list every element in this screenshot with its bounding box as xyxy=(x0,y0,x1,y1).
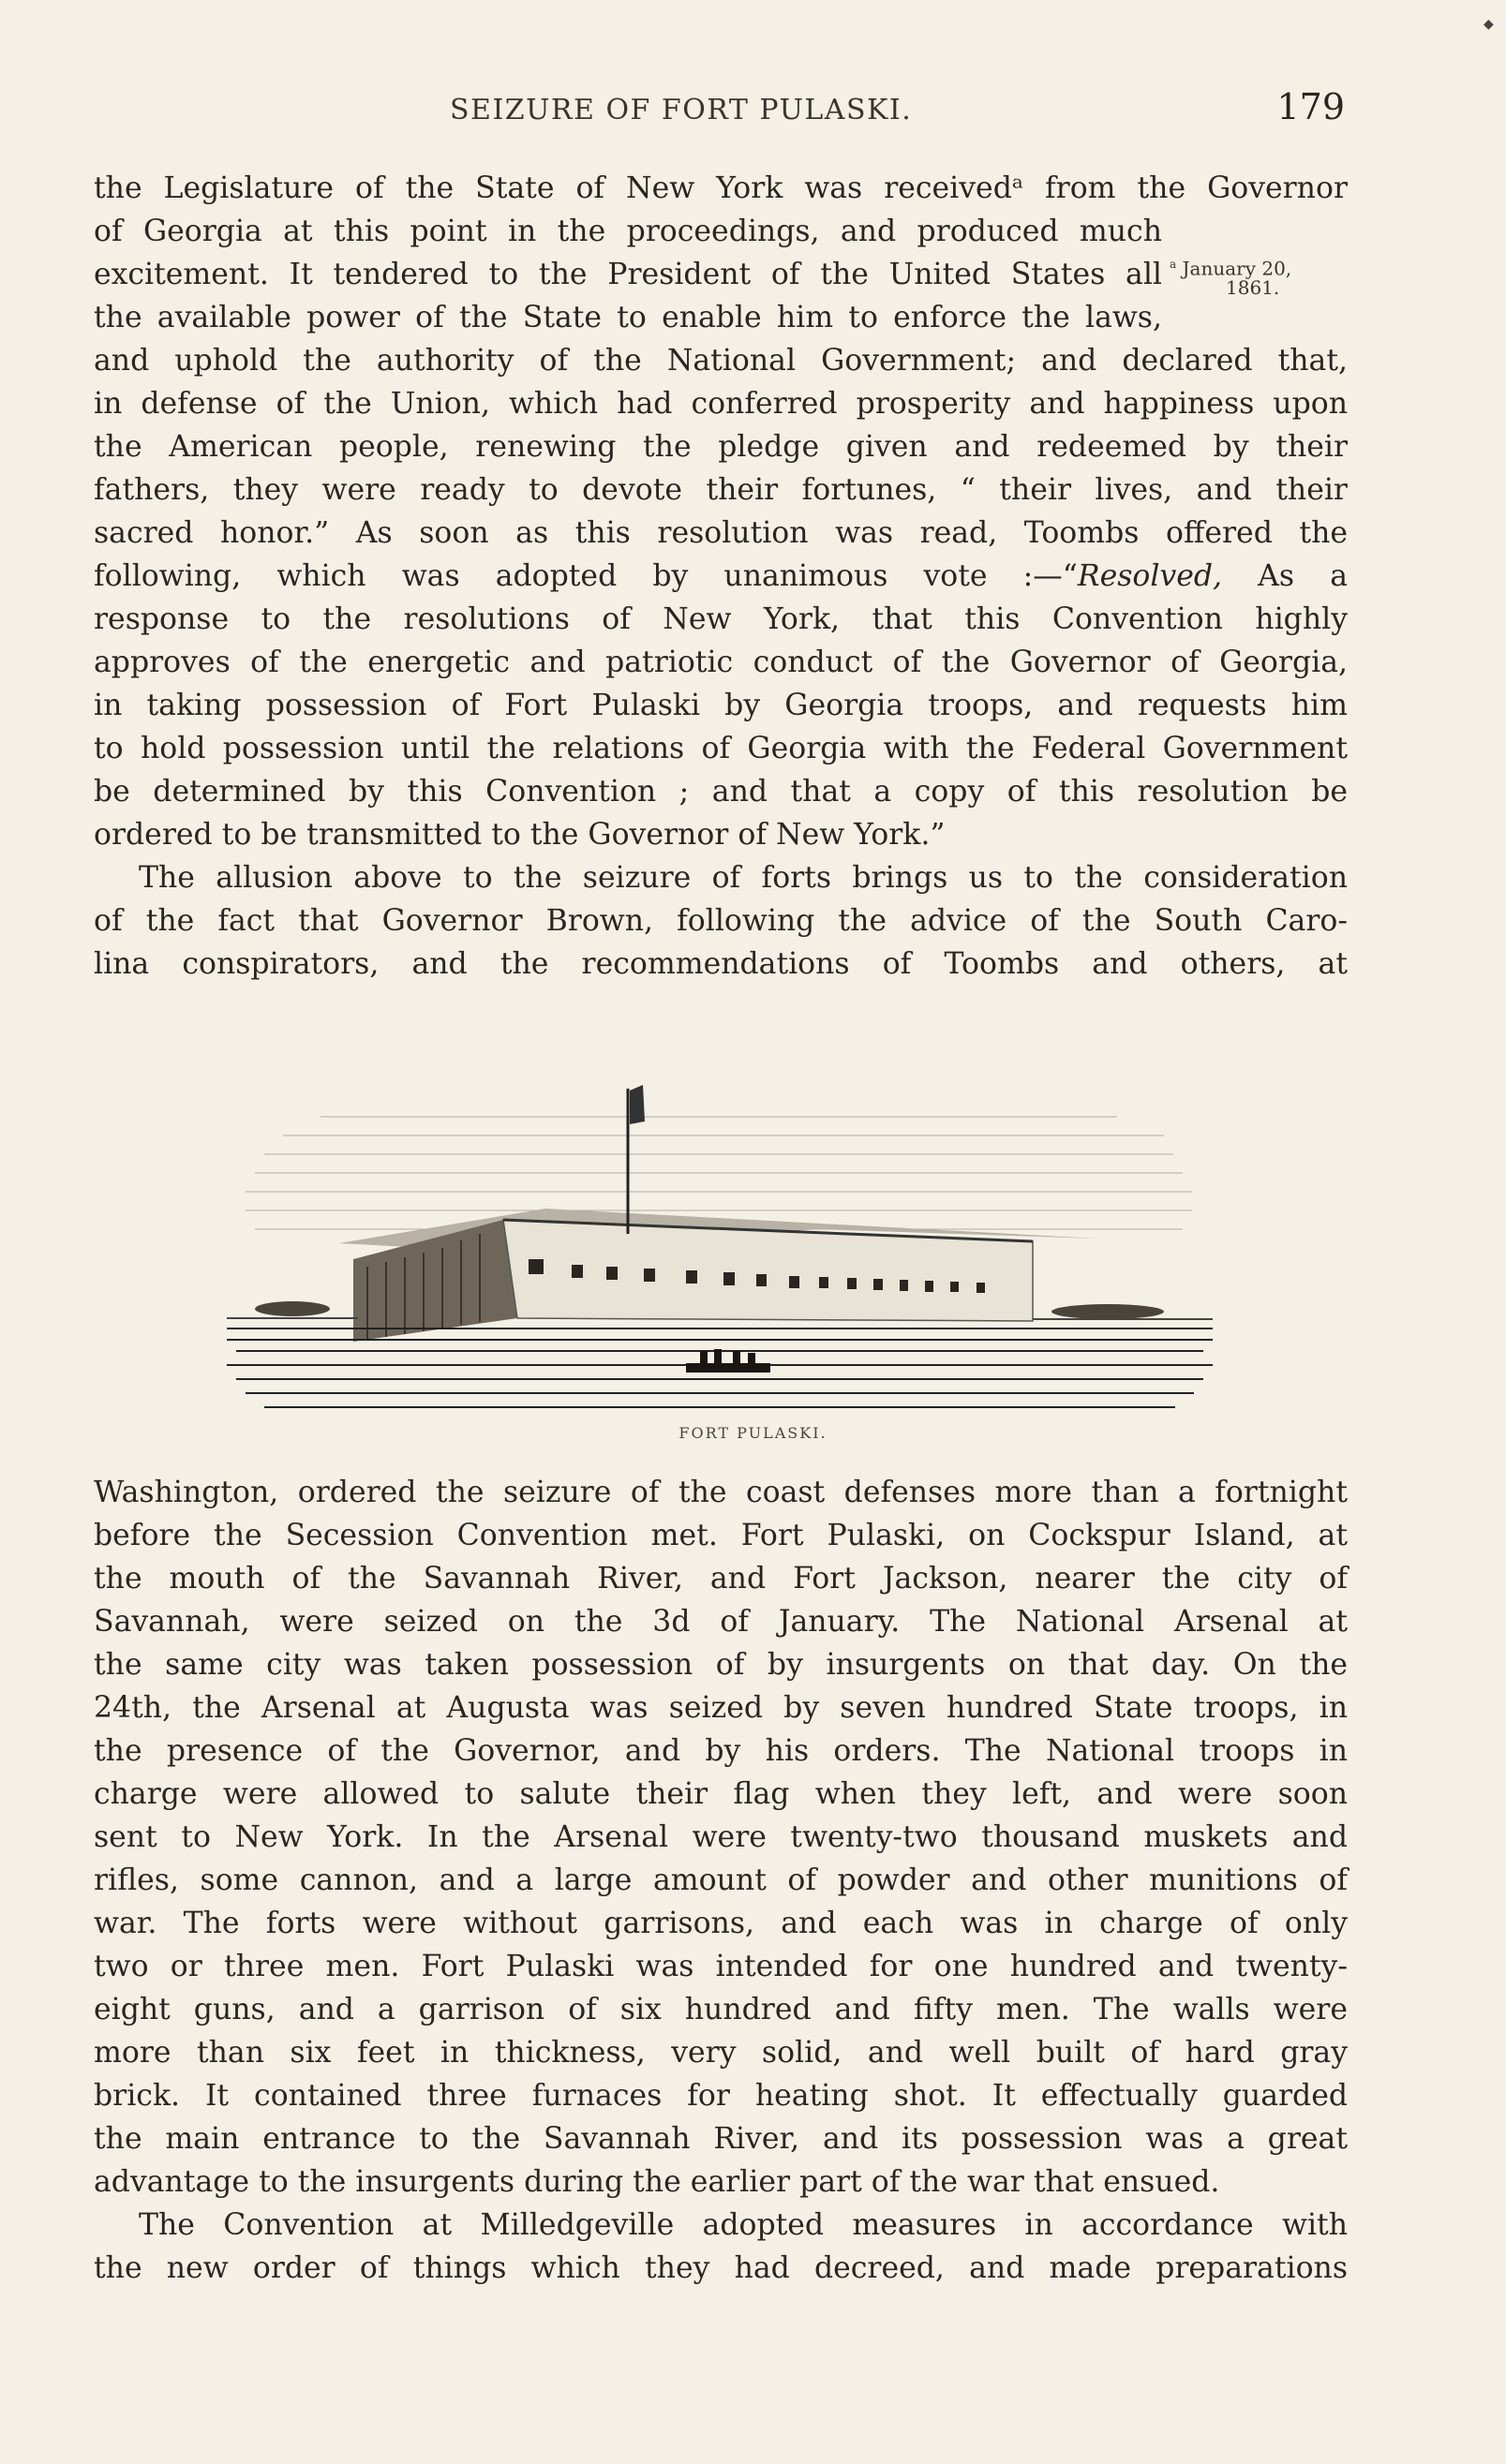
text-line: charge were allowed to salute their flag when they left, and were soon xyxy=(94,1777,1348,1811)
text-line: the presence of the Governor, and by his orders. The National troops in xyxy=(94,1734,1348,1768)
text-line: the main entrance to the Savannah River, and its possession was a great xyxy=(94,2122,1348,2156)
text-line xyxy=(94,555,1348,598)
text-line: be determined by this Convention ; and that a copy of this resolution be xyxy=(94,775,1348,809)
corner-mark: ◆ xyxy=(1484,17,1494,32)
text-line: fathers, they were ready to devote their fortunes, “ their lives, and their xyxy=(94,473,1348,507)
text-line: war. The forts were without garrisons, and each was in charge of only xyxy=(94,1907,1348,1940)
text-line: The allusion above to the seizure of forts brings us to the consideration xyxy=(139,861,1348,895)
margin-note-marker: a xyxy=(1170,258,1177,271)
page-number: 179 xyxy=(1276,86,1345,127)
text-span: As a xyxy=(1222,559,1348,593)
text-line: excitement. It tendered to the President of the United States all xyxy=(94,258,1162,291)
running-head xyxy=(94,86,1345,133)
text-line: before the Secession Convention met. Fort Pulaski, on Cockspur Island, at xyxy=(94,1519,1348,1552)
text-line: Savannah, were seized on the 3d of January. The National Arsenal at xyxy=(94,1605,1348,1639)
text-line: ordered to be transmitted to the Governor of New York.” xyxy=(94,818,946,852)
margin-note-year: 1861. xyxy=(1226,275,1280,299)
figure-caption: FORT PULASKI. xyxy=(678,1424,828,1442)
text-line: in defense of the Union, which had conferred prosperity and happiness upon xyxy=(94,387,1348,421)
text-line: the available power of the State to enable him to enforce the laws, xyxy=(94,301,1162,334)
margin-note-date: January 20, xyxy=(1182,257,1292,280)
text-line: the mouth of the Savannah River, and Fort Jackson, nearer the city of xyxy=(94,1562,1348,1596)
text-line: eight guns, and a garrison of six hundred and fifty men. The walls were xyxy=(94,1993,1348,2026)
fort-illustration xyxy=(227,1042,1213,1417)
text-line: of the fact that Governor Brown, following the advice of the South Caro- xyxy=(94,904,1348,938)
text-line: lina conspirators, and the recommendations of Toombs and others, at xyxy=(94,947,1348,981)
text-line: the Legislature of the State of New York was receivedᵃ from the Governor xyxy=(94,171,1348,205)
text-line: 24th, the Arsenal at Augusta was seized by seven hundred State troops, in xyxy=(94,1691,1348,1725)
text-line: Washington, ordered the seizure of the coast defenses more than a fortnight xyxy=(94,1476,1348,1509)
text-line: more than six feet in thickness, very solid, and well built of hard gray xyxy=(94,2036,1348,2070)
text-line: The Convention at Milledgeville adopted measures in accordance with xyxy=(139,2208,1348,2242)
text-line: brick. It contained three furnaces for heating shot. It effectually guarded xyxy=(94,2079,1348,2113)
text-line: sacred honor.” As soon as this resolution was read, Toombs offered the xyxy=(94,516,1348,550)
text-line: the American people, renewing the pledge given and redeemed by their xyxy=(94,430,1348,464)
text-line: of Georgia at this point in the proceedings, and produced much xyxy=(94,215,1162,248)
page-title: SEIZURE OF FORT PULASKI. xyxy=(450,94,913,126)
text-line: to hold possession until the relations of Georgia with the Federal Government xyxy=(94,732,1348,765)
text-line: response to the resolutions of New York, that this Convention highly xyxy=(94,602,1348,636)
text-line: and uphold the authority of the National Government; and declared that, xyxy=(94,344,1348,378)
text-line: the new order of things which they had decreed, and made preparations xyxy=(94,2251,1348,2285)
text-line: approves of the energetic and patriotic conduct of the Governor of Georgia, xyxy=(94,646,1348,679)
text-line: advantage to the insurgents during the earlier part of the war that ensued. xyxy=(94,2165,1220,2199)
text-line: sent to New York. In the Arsenal were twenty-two thousand muskets and xyxy=(94,1820,1348,1854)
text-line: two or three men. Fort Pulaski was intended for one hundred and twenty- xyxy=(94,1950,1348,1983)
resolved-word: Resolved, xyxy=(1077,559,1223,593)
text-line: rifles, some cannon, and a large amount of powder and other munitions of xyxy=(94,1863,1348,1897)
bottom-text-block xyxy=(94,1471,1348,2290)
text-line: the same city was taken possession of by insurgents on that day. On the xyxy=(94,1648,1348,1682)
text-line: in taking possession of Fort Pulaski by Georgia troops, and requests him xyxy=(94,689,1348,722)
top-text-block xyxy=(94,167,1348,986)
text-span: following, which was adopted by unanimous vote :—“ xyxy=(94,559,1078,593)
fort-pulaski-engraving xyxy=(227,1042,1213,1417)
